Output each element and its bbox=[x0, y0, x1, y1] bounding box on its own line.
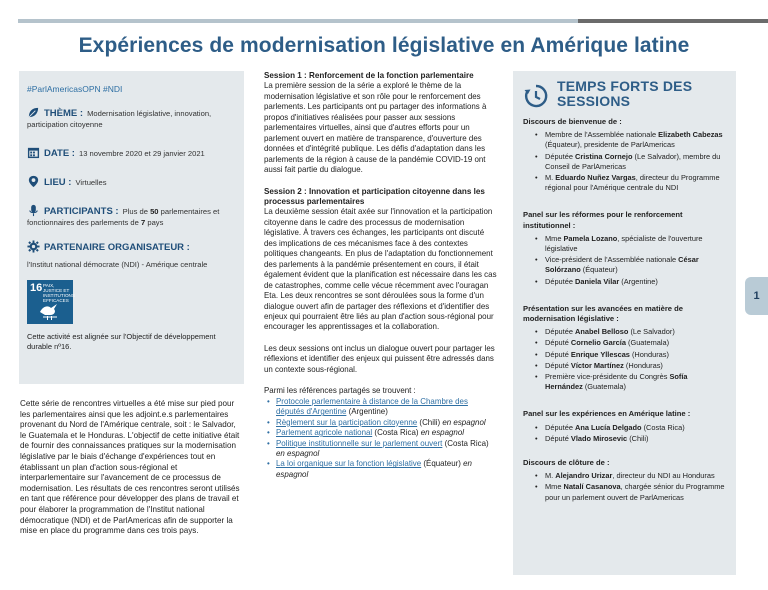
highlights-box bbox=[513, 71, 736, 575]
speaker-list bbox=[523, 234, 726, 287]
theme-value: Modernisation législative, innovation, participation citoyenne bbox=[27, 109, 212, 129]
reference-country: (Argentine) bbox=[348, 407, 388, 417]
reference-country: (Équateur) bbox=[423, 459, 461, 469]
speaker-name: Vlado Mirosevic bbox=[570, 433, 628, 443]
speaker-detail: (Équateur), presidente de ParlAmericas bbox=[545, 140, 675, 150]
speaker-item bbox=[545, 327, 726, 337]
highlights-sections bbox=[523, 117, 726, 503]
speaker-item bbox=[545, 234, 726, 254]
speaker-role: Membre de l'Assemblée nationale bbox=[545, 130, 659, 140]
speaker-name: Ana Lucía Delgado bbox=[575, 422, 642, 432]
speaker-detail: (Costa Rica) bbox=[641, 422, 685, 432]
microphone-icon bbox=[27, 204, 40, 217]
speaker-name: Pamela Lozano bbox=[563, 233, 618, 243]
speaker-item bbox=[545, 338, 726, 348]
speaker-detail: , chargée sénior du Programme pour un parlement ouvert de ParlAmericas bbox=[545, 482, 725, 502]
speaker-name: César Solórzano bbox=[545, 255, 699, 275]
highlight-section bbox=[523, 409, 726, 444]
speaker-detail: (Le Salvador) bbox=[628, 327, 675, 337]
reference-country: (Costa Rica) bbox=[444, 438, 489, 448]
sessions-column bbox=[264, 71, 498, 480]
speaker-detail: (Honduras) bbox=[623, 360, 663, 370]
hashtags: #ParlAmericasOPN #NDI bbox=[27, 84, 123, 94]
speaker-detail: , directeur du Programme régional pour l'Amérique centrale du NDI bbox=[545, 173, 720, 193]
speaker-list bbox=[523, 423, 726, 444]
speaker-name: Sofía Hernández bbox=[545, 372, 688, 392]
reference-item bbox=[276, 459, 498, 480]
reference-item bbox=[276, 418, 498, 428]
references-list bbox=[264, 397, 498, 481]
speaker-name: Natalí Casanova bbox=[563, 482, 621, 492]
speaker-name: Cornelio García bbox=[570, 338, 626, 348]
highlights-header bbox=[523, 79, 726, 109]
speaker-role: Mme bbox=[545, 482, 564, 492]
clock-icon bbox=[523, 83, 549, 109]
reference-language: en espagnol bbox=[442, 417, 486, 427]
participants-text-1: Plus de bbox=[122, 207, 148, 216]
reference-link[interactable]: Protocole parlementaire à distance de la Chambre des députés d'Argentine bbox=[276, 396, 468, 417]
reference-language: en espagnol bbox=[420, 428, 465, 438]
location-pin-icon bbox=[27, 175, 40, 188]
reference-item bbox=[276, 428, 498, 438]
reference-link[interactable]: Parlement agricole national bbox=[276, 428, 373, 438]
speaker-list bbox=[523, 130, 726, 193]
sdg-16-badge bbox=[27, 280, 73, 324]
highlight-section-title: Panel sur les expériences en Amérique latine : bbox=[523, 409, 691, 419]
highlight-section bbox=[523, 304, 726, 393]
theme-label: THÈME : bbox=[44, 108, 84, 119]
references-intro: Parmi les références partagés se trouvent : bbox=[264, 386, 416, 396]
page-number-tab: 1 bbox=[745, 277, 768, 315]
sdg-number: 16 bbox=[30, 282, 43, 294]
highlight-section-title: Discours de clôture de : bbox=[523, 458, 610, 468]
speaker-name: Cristina Cornejo bbox=[575, 151, 633, 161]
session-1-heading: Session 1 : Renforcement de la fonction parlementaire bbox=[264, 71, 474, 80]
reference-link[interactable]: Règlement sur la participation citoyenne bbox=[276, 417, 418, 427]
partner-value: l'Institut national démocrate (NDI) - Amérique centrale bbox=[27, 260, 208, 269]
session-2-heading: Session 2 : Innovation et participation citoyenne dans les processus parlementaires bbox=[264, 186, 485, 206]
lieu-value: Virtuelles bbox=[75, 178, 107, 187]
highlight-section bbox=[523, 210, 726, 286]
speaker-name: Alejandro Urizar bbox=[555, 471, 613, 481]
intro-paragraph: Cette série de rencontres virtuelles a été mise sur pied pour les parlementaires ainsi que les adjoint.e.s parlementaires provenant du Nord de l'Amérique centrale, soit : le Salvador, le Guatemala et le Honduras. L'objectif de cette initiative était de fournir des connaissances pratiques sur la modernisation législative par le biais d'échange d'expériences tout en établissant un plan d'action sous-régional et interparlementaire sur l'avancement de ce processus de modernisation. Les résultats de ces rencontres seront utilisés en tant que référence pour développer des plans de travail et pour élaborer la programmation de l'Institut national démocratique (NDI) et de ParlAmericas afin de supporter la mise en place du programme dans ces trois pays. bbox=[20, 399, 240, 536]
speaker-name: Anabel Belloso bbox=[575, 327, 629, 337]
highlights-title-line-2: SESSIONS bbox=[557, 93, 631, 109]
reference-language: en espagnol bbox=[276, 448, 320, 458]
sdg-alignment-note: Cette activité est alignée sur l'Objectif de développement durable nº16. bbox=[27, 332, 216, 351]
speaker-detail: (Équateur) bbox=[580, 265, 618, 275]
calendar-icon bbox=[27, 146, 40, 159]
highlight-section-title: Présentation sur les avancées en matière de modernisation législative : bbox=[523, 303, 683, 324]
speaker-role: Député bbox=[545, 360, 571, 370]
highlights-title bbox=[557, 79, 692, 109]
speaker-role: Députée bbox=[545, 151, 575, 161]
highlight-section-title: Panel sur les réformes pour le renforcement institutionnel : bbox=[523, 210, 683, 230]
lieu-row bbox=[27, 175, 236, 188]
reference-language: en espagnol bbox=[276, 459, 472, 479]
speaker-name: Eduardo Nuñez Vargas bbox=[555, 173, 636, 183]
speaker-item bbox=[545, 423, 726, 433]
participants-text-3: pays bbox=[147, 218, 164, 227]
speaker-detail: (Argentine) bbox=[619, 276, 658, 286]
partner-label: PARTENAIRE ORGANISATEUR : bbox=[44, 242, 190, 253]
dove-icon bbox=[37, 300, 63, 320]
leaf-icon bbox=[27, 106, 40, 119]
highlight-section bbox=[523, 117, 726, 193]
speaker-item bbox=[545, 277, 726, 287]
speaker-item bbox=[545, 471, 726, 481]
reference-country: (Costa Rica) bbox=[374, 428, 419, 438]
session-1-body: La première session de la série a exploré le thème de la modernisation législative et son rôle pour le renforcement des parlements. Les participants ont pu partager des informations à propos d'initiatives réalisées pour passer aux sessions parlementaires virtuelles, ainsi que d'autres efforts pour un parlement ouvert en matière de transparence, d'ouverture des données et d'intégrité publique. Les défis d'adaptation dans les parlements de la région à cause de la pandémie COVID-19 ont aussi fait partie du dialogue. bbox=[264, 81, 487, 175]
gear-icon bbox=[27, 240, 40, 253]
participants-label: PARTICIPANTS : bbox=[44, 206, 119, 217]
speaker-detail: (Guatemala) bbox=[582, 382, 626, 392]
speaker-name: Enrique Yllescas bbox=[570, 349, 630, 359]
both-sessions-paragraph: Les deux sessions ont inclus un dialogue ouvert pour partager les réflexions et identifier des enjeux qui puissent être adressés dans un contexte sous-régional. bbox=[264, 343, 495, 374]
speaker-role: Député bbox=[545, 338, 571, 348]
speaker-role: Mme bbox=[545, 233, 564, 243]
lieu-label: LIEU : bbox=[44, 177, 72, 188]
speaker-role: M. bbox=[545, 173, 556, 183]
speaker-item bbox=[545, 482, 726, 502]
reference-country: (Chili) bbox=[419, 417, 441, 427]
speaker-name: Elizabeth Cabezas bbox=[658, 130, 723, 140]
speaker-role: Députée bbox=[545, 422, 575, 432]
speaker-detail: (Guatemala) bbox=[625, 338, 670, 348]
participants-text-2: parlementaires et fonctionnaires des parlements de bbox=[27, 207, 220, 227]
reference-item bbox=[276, 397, 498, 418]
speaker-name: Daniela Vilar bbox=[575, 276, 620, 286]
theme-row bbox=[27, 106, 236, 130]
speaker-role: Députée bbox=[545, 327, 575, 337]
speaker-detail: (Honduras) bbox=[629, 349, 669, 359]
speaker-item bbox=[545, 152, 726, 172]
participants-count: 50 bbox=[150, 207, 159, 216]
reference-link[interactable]: La loi organique sur la fonction législative bbox=[276, 459, 422, 469]
speaker-role: M. bbox=[545, 471, 556, 481]
date-value: 13 novembre 2020 et 29 janvier 2021 bbox=[78, 149, 205, 158]
speaker-detail: , directeur du NDI au Honduras bbox=[612, 471, 715, 481]
speaker-detail: (Le Salvador), membre du Conseil de ParlAmericas bbox=[545, 151, 721, 171]
speaker-list bbox=[523, 471, 726, 503]
speaker-role: Député bbox=[545, 349, 571, 359]
partner-row bbox=[27, 240, 236, 270]
reference-link[interactable]: Politique institutionnelle sur le parlement ouvert bbox=[276, 438, 443, 448]
speaker-role: Député bbox=[545, 433, 571, 443]
speaker-role: Vice-président de l'Assemblée nationale bbox=[545, 255, 679, 265]
speaker-item bbox=[545, 173, 726, 193]
highlight-section bbox=[523, 458, 726, 503]
speaker-list bbox=[523, 327, 726, 392]
speaker-item bbox=[545, 130, 726, 150]
page-title: Expériences de modernisation législative en Amérique latine bbox=[78, 34, 690, 57]
top-rule-dark bbox=[578, 19, 768, 23]
top-rule bbox=[18, 19, 578, 23]
speaker-item bbox=[545, 434, 726, 444]
date-label: DATE : bbox=[44, 148, 75, 159]
speaker-detail: (Chili) bbox=[627, 433, 649, 443]
speaker-detail: , spécialiste de l'ouverture législative bbox=[545, 233, 703, 254]
highlight-section-title: Discours de bienvenue de : bbox=[523, 117, 622, 126]
countries-count: 7 bbox=[141, 218, 146, 227]
session-2-body: La deuxième session était axée sur l'innovation et la participation citoyenne dans le cadre des processus de modernisation législative. À travers ces échanges, les participants ont discuté des implications de ces mécanismes face à des contextes politiques changeants. En plus de l'adaptation du fonctionnement des parlements à la pandémie présentement en cours, il était également évident que la planification est nécessaire dans les cas de catastrophes, comme celle vécue récemment avec l'ouragan Eta. Les deux rencontres se sont déroulées sous la forme d'un dialogue ouvert afin de partager des réflexions et d'identifier des enjeux qui pourraient être liés au plan d'action sous-régional pour encourager les apprentissages et la collaboration. bbox=[264, 207, 497, 332]
speaker-role: Première vice-présidente du Congrès bbox=[545, 372, 670, 382]
date-row bbox=[27, 146, 236, 159]
participants-row bbox=[27, 204, 236, 228]
reference-item bbox=[276, 439, 498, 460]
highlights-title-line-1: TEMPS FORTS DES bbox=[557, 78, 693, 94]
speaker-name: Víctor Martínez bbox=[570, 360, 624, 370]
sdg-text: PAIX, JUSTICE ET INSTITUTIONS EFFICACES bbox=[43, 283, 75, 303]
speaker-role: Députée bbox=[545, 276, 575, 286]
speaker-item bbox=[545, 255, 726, 275]
speaker-item bbox=[545, 372, 726, 392]
speaker-item bbox=[545, 361, 726, 371]
speaker-item bbox=[545, 350, 726, 360]
info-box bbox=[19, 71, 244, 384]
